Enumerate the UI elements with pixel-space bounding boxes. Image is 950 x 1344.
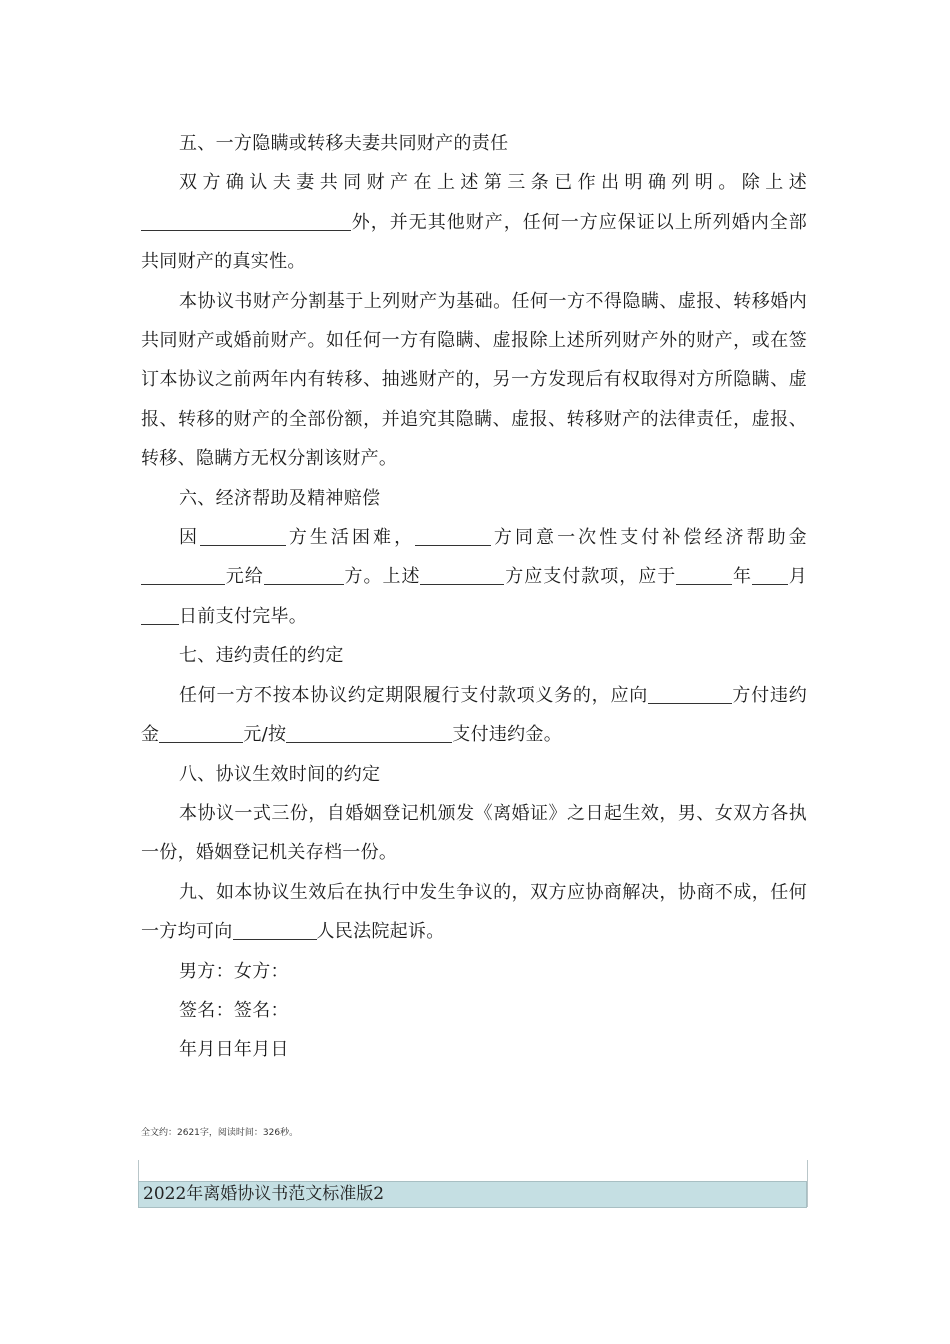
document-body [141, 124, 807, 1070]
section-7-paragraph: 任何一方不按本协议约定期限履行支付款项义务的，应向 方付违约金 元/按 支付违约金。 [141, 684, 808, 746]
blank-field [141, 212, 351, 231]
blank-field [264, 566, 344, 585]
blank-field [159, 724, 243, 743]
blank-field [648, 685, 732, 704]
blank-field [415, 527, 491, 546]
section-5-paragraph-2: 本协议书财产分割基于上列财产为基础。任何一方不得隐瞒、虚报、转移婚内共同财产或婚前财产。如任何一方有隐瞒、虚报除上述所列财产外的财产，或在签订本协议之前两年内有转移、抽逃财产的，另一方发现后有权取得对方所隐瞒、虚报、转移的财产的全部份额，并追究其隐瞒、虚报、转移财产的法律责任，虚报、转移、隐瞒方无权分割该财产。 [141, 290, 807, 470]
section-9-paragraph: 九、如本协议生效后在执行中发生争议的，双方应协商解决，协商不成，任何一方均可向 人民法院起诉。 [141, 881, 807, 943]
blank-field [141, 566, 225, 585]
signature-dates: 年月日年月日 [179, 1039, 289, 1061]
blank-field [286, 724, 452, 743]
reading-stats: 全文约：2621字，阅读时间：326秒。 [141, 1128, 299, 1138]
section-8-paragraph: 本协议一式三份，自婚姻登记机颁发《离婚证》之日起生效，男、女双方各执一份，婚姻登记机关存档一份。 [141, 802, 807, 864]
blank-field [420, 566, 504, 585]
blank-field [676, 566, 732, 585]
blank-field [200, 527, 286, 546]
section-6-heading: 六、经济帮助及精神赔偿 [179, 487, 381, 509]
signature-names: 签名：签名： [179, 999, 289, 1021]
section-8-heading: 八、协议生效时间的约定 [179, 763, 381, 785]
section-7-heading: 七、违约责任的约定 [179, 645, 344, 667]
blank-field [233, 921, 317, 940]
blank-field [141, 606, 179, 625]
next-document-title[interactable]: 2022年离婚协议书范文标准版2 [143, 1184, 385, 1204]
signature-parties: 男方：女方： [179, 960, 289, 982]
blank-field [752, 566, 788, 585]
section-6-paragraph: 因 方生活困难， 方同意一次性支付补偿经济帮助金元给 方。上述 方应支付款项，应于 年 月日前支付完毕。 [141, 518, 807, 636]
section-5-paragraph-1: 双方确认夫妻共同财产在上述第三条已作出明确列明。除上述外，并无其他财产，任何一方应保证以上所列婚内全部共同财产的真实性。 [141, 172, 807, 273]
section-5-heading: 五、一方隐瞒或转移夫妻共同财产的责任 [179, 133, 509, 154]
